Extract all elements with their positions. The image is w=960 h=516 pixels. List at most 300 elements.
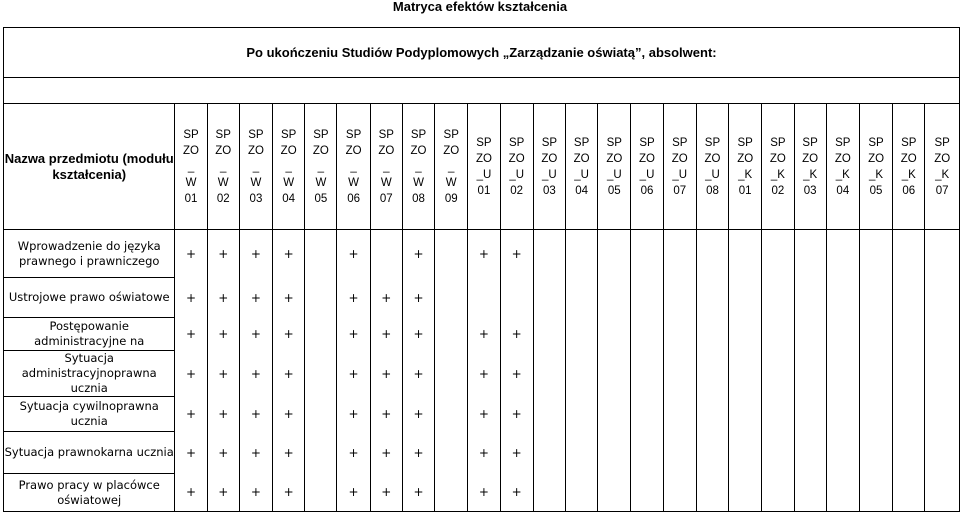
outcome-code-header [468,104,500,230]
empty-cell [893,432,925,474]
empty-cell [696,397,728,432]
outcome-code-part: _U [606,168,622,181]
empty-cell [826,351,859,397]
outcome-code-part: ZO [280,144,297,157]
outcome-code-part: _ [252,160,260,173]
outcome-mark: + [175,474,207,512]
outcome-code-part: ZO [215,144,232,157]
outcome-code-part: SP [606,136,622,149]
outcome-mark: + [370,432,402,474]
outcome-mark: + [500,397,533,432]
outcome-code-part: W [445,176,457,189]
outcome-mark: + [273,474,305,512]
outcome-code-part: SP [934,136,950,149]
outcome-mark: + [337,432,370,474]
outcome-code-part: W [413,176,424,189]
outcome-code-part: W [250,176,262,189]
empty-cell [598,230,631,278]
outcome-code-part: _ [448,160,455,173]
outcome-mark: + [337,318,370,351]
outcome-code-part: ZO [671,152,688,165]
empty-cell [925,318,960,351]
outcome-code-part: SP [183,128,199,141]
outcome-code-part: SP [868,136,884,149]
outcome-code-part: _ [285,160,292,173]
outcome-mark: + [273,230,305,278]
empty-cell [631,397,663,432]
empty-cell [696,474,728,512]
outcome-code-part: ZO [443,144,460,157]
outcome-code-header [402,104,434,230]
empty-cell [762,432,794,474]
outcome-mark: + [468,351,500,397]
outcome-code-part: ZO [606,152,623,165]
empty-cell [729,474,762,512]
outcome-mark: + [207,351,239,397]
outcome-mark: + [500,432,533,474]
outcome-code-part: _ [350,160,357,173]
subject-name: Postępowanie administracyjne na [4,318,175,351]
outcome-mark: + [239,474,272,512]
empty-cell [893,318,925,351]
empty-cell [533,432,565,474]
outcome-mark: + [402,397,434,432]
empty-cell [598,318,631,351]
empty-cell [696,351,728,397]
outcome-mark: + [175,318,207,351]
outcome-code-header [565,104,597,230]
outcome-mark: + [402,432,434,474]
outcome-code-header [762,104,794,230]
empty-cell [762,351,794,397]
outcome-code-part: SP [573,136,590,149]
outcome-mark: + [370,351,402,397]
outcome-code-part: ZO [345,144,362,157]
outcome-mark: + [273,318,305,351]
empty-cell [500,278,533,318]
empty-cell [762,318,794,351]
empty-cell [826,278,859,318]
outcome-code-part: _U [509,168,525,181]
empty-cell [729,230,762,278]
outcome-code-part: 03 [249,192,263,205]
outcome-code-header [435,104,468,230]
outcome-code-part: _U [672,168,688,181]
outcome-code-part: SP [835,136,851,149]
outcome-code-part: 07 [673,184,687,197]
outcome-mark: + [273,397,305,432]
outcome-code-part: SP [345,128,362,141]
empty-cell [729,318,762,351]
outcome-mark: + [402,318,434,351]
outcome-mark: + [175,432,207,474]
empty-cell [696,230,728,278]
empty-cell [305,318,337,351]
outcome-code-part: _ [317,160,325,173]
empty-cell [435,351,468,397]
outcome-mark: + [207,230,239,278]
empty-cell [696,278,728,318]
outcome-code-part: SP [802,136,818,149]
outcome-code-header [500,104,533,230]
outcome-code-header [175,104,207,230]
empty-cell [729,351,762,397]
outcome-code-header [598,104,631,230]
outcome-code-part: 06 [640,184,654,197]
outcome-code-part: 08 [706,184,719,197]
outcome-mark: + [468,397,500,432]
outcome-mark: + [468,230,500,278]
empty-cell [794,351,826,397]
empty-cell [794,230,826,278]
outcome-code-header [207,104,239,230]
outcome-mark: + [175,230,207,278]
outcome-code-part: _K [803,168,818,181]
empty-cell [435,230,468,278]
outcome-code-part: SP [901,136,917,149]
outcome-code-part: ZO [802,152,819,165]
empty-cell [762,397,794,432]
empty-cell [859,474,892,512]
empty-cell [893,230,925,278]
subject-name: Wprowadzenie do języka prawnego i prawniczego [4,230,175,278]
empty-cell [435,397,468,432]
outcome-code-part: 08 [412,192,425,205]
outcome-mark: + [337,230,370,278]
empty-cell [762,278,794,318]
outcome-code-part: _K [869,168,884,181]
empty-cell [533,397,565,432]
outcome-code-part: _U [705,168,720,181]
outcome-code-part: W [380,176,392,189]
outcome-code-part: ZO [183,144,200,157]
empty-cell [696,318,728,351]
outcome-mark: + [175,397,207,432]
outcome-code-header [696,104,728,230]
outcome-mark: + [207,397,239,432]
outcome-mark: + [239,397,272,432]
empty-cell [631,318,663,351]
empty-cell [631,230,663,278]
empty-cell [565,318,597,351]
empty-cell [826,230,859,278]
outcome-code-part: ZO [541,152,558,165]
outcomes-matrix [3,27,960,512]
empty-cell [631,278,663,318]
empty-cell [305,397,337,432]
matrix-row [4,474,960,512]
empty-cell [663,351,696,397]
empty-cell [762,474,794,512]
empty-cell [631,351,663,397]
outcome-code-part: 07 [935,184,949,197]
outcome-code-part: _ [383,160,390,173]
outcome-mark: + [337,474,370,512]
empty-cell [859,318,892,351]
outcome-mark: + [239,351,272,397]
outcome-code-part: _ [415,160,422,173]
outcome-code-part: SP [672,136,688,149]
empty-cell [696,432,728,474]
outcome-code-part: W [283,176,295,189]
empty-cell [565,397,597,432]
outcome-code-part: ZO [900,152,917,165]
outcome-code-header [305,104,337,230]
outcome-code-part: 06 [347,192,360,205]
outcome-code-part: ZO [769,152,786,165]
outcome-code-part: SP [476,136,492,149]
outcome-code-header [859,104,892,230]
outcome-mark: + [500,318,533,351]
empty-cell [925,278,960,318]
outcome-mark: + [500,351,533,397]
outcome-code-header [239,104,272,230]
empty-cell [729,397,762,432]
empty-cell [598,278,631,318]
outcome-code-part: SP [541,136,558,149]
empty-cell [533,278,565,318]
outcome-mark: + [207,474,239,512]
outcome-code-part: 01 [184,192,198,205]
empty-cell [859,278,892,318]
outcome-mark: + [239,432,272,474]
outcome-code-header [925,104,960,230]
outcome-code-part: SP [313,128,329,141]
outcome-code-part: SP [248,128,264,141]
outcome-code-part: _U [574,168,589,181]
outcome-code-header [826,104,859,230]
outcome-mark: + [468,474,500,512]
outcome-mark: + [370,278,402,318]
empty-cell [925,230,960,278]
empty-cell [794,474,826,512]
empty-cell [794,278,826,318]
empty-cell [663,397,696,432]
empty-cell [598,397,631,432]
empty-cell [893,397,925,432]
outcome-code-part: 04 [575,184,588,197]
empty-cell [826,318,859,351]
outcome-mark: + [273,432,305,474]
outcome-mark: + [370,318,402,351]
outcome-mark: + [468,432,500,474]
outcome-mark: + [175,351,207,397]
outcome-code-part: ZO [508,152,525,165]
outcome-mark: + [175,278,207,318]
empty-cell [925,432,960,474]
outcome-code-part: 04 [282,192,296,205]
empty-cell [565,351,597,397]
outcome-code-part: 03 [803,184,817,197]
empty-cell [663,474,696,512]
empty-cell [305,278,337,318]
outcome-code-part: 03 [542,184,556,197]
outcome-code-header [273,104,305,230]
empty-cell [826,397,859,432]
empty-cell [859,351,892,397]
outcome-code-part: ZO [704,152,721,165]
outcome-mark: + [239,278,272,318]
outcome-code-part: 01 [477,184,491,197]
outcome-code-part: SP [443,128,459,141]
empty-cell [631,474,663,512]
outcome-mark: + [239,230,272,278]
outcome-mark: + [370,397,402,432]
empty-cell [925,351,960,397]
matrix-row [4,351,960,397]
empty-cell [565,432,597,474]
empty-cell [370,230,402,278]
outcome-code-part: _ [187,160,195,173]
subject-name: Sytuacja cywilnoprawna ucznia [4,397,175,432]
outcome-code-header [337,104,370,230]
empty-cell [663,432,696,474]
outcome-code-part: W [217,176,229,189]
empty-cell [859,230,892,278]
empty-cell [925,397,960,432]
outcome-code-part: _U [639,168,655,181]
subject-column-header: Nazwa przedmiotu (modułu kształcenia) [4,104,175,230]
outcome-code-part: 02 [510,184,524,197]
outcome-code-part: ZO [737,152,754,165]
empty-cell [305,230,337,278]
outcome-code-header [370,104,402,230]
empty-cell [435,474,468,512]
empty-cell [435,432,468,474]
outcome-mark: + [207,278,239,318]
outcome-mark: + [500,474,533,512]
empty-cell [598,351,631,397]
outcome-code-part: SP [410,128,427,141]
matrix-row [4,318,960,351]
empty-cell [435,278,468,318]
matrix-row [4,278,960,318]
outcome-code-part: SP [215,128,231,141]
outcome-code-part: 05 [607,184,621,197]
outcome-code-header [729,104,762,230]
outcome-code-part: 02 [216,192,230,205]
outcome-code-part: ZO [247,144,264,157]
spacer-row [4,78,960,104]
outcome-code-part: ZO [934,152,951,165]
empty-cell [305,351,337,397]
outcome-code-part: ZO [312,144,329,157]
outcome-code-header [631,104,663,230]
outcome-code-part: ZO [639,152,656,165]
outcome-code-part: 05 [869,184,883,197]
outcome-mark: + [207,432,239,474]
outcome-code-part: 01 [738,184,752,197]
outcome-code-part: SP [639,136,655,149]
outcome-code-part: _U [542,168,557,181]
empty-cell [598,432,631,474]
outcome-code-part: _U [476,168,492,181]
outcome-mark: + [468,318,500,351]
outcome-code-part: SP [378,128,394,141]
empty-cell [663,278,696,318]
empty-cell [663,230,696,278]
outcome-mark: + [500,230,533,278]
outcome-code-part: ZO [573,152,590,165]
empty-cell [598,474,631,512]
outcome-mark: + [402,474,434,512]
empty-cell [925,474,960,512]
subject-name: Prawo pracy w placówce oświatowej [4,474,175,512]
empty-cell [859,397,892,432]
outcome-mark: + [402,278,434,318]
empty-cell [533,230,565,278]
outcome-code-part: ZO [868,152,885,165]
outcome-code-part: _K [835,168,850,181]
outcome-code-part: ZO [378,144,395,157]
empty-cell [565,278,597,318]
empty-cell [893,278,925,318]
outcome-code-part: SP [770,136,786,149]
outcome-code-part: _ [220,160,227,173]
outcome-code-part: ZO [410,144,427,157]
outcome-code-part: 05 [314,192,328,205]
subject-name: Ustrojowe prawo oświatowe [4,278,175,318]
empty-cell [893,474,925,512]
outcome-mark: + [273,278,305,318]
empty-cell [663,318,696,351]
outcome-code-part: SP [280,128,297,141]
outcome-mark: + [337,397,370,432]
empty-cell [305,432,337,474]
subject-name: Sytuacja administracyjnoprawna ucznia [4,351,175,397]
outcome-mark: + [239,318,272,351]
page-title: Matryca efektów kształcenia [392,0,568,14]
outcome-code-part: 07 [379,192,393,205]
outcome-code-part: SP [508,136,525,149]
empty-cell [826,432,859,474]
empty-cell [631,432,663,474]
outcome-mark: + [337,278,370,318]
empty-cell [533,351,565,397]
empty-cell [565,474,597,512]
outcome-mark: + [370,474,402,512]
outcome-code-header [893,104,925,230]
outcome-mark: + [402,351,434,397]
outcome-code-part: SP [737,136,753,149]
empty-cell [468,278,500,318]
empty-cell [305,474,337,512]
empty-cell [729,278,762,318]
outcome-code-part: SP [704,136,721,149]
matrix-row [4,432,960,474]
outcome-code-part: 09 [444,192,458,205]
outcome-code-part: ZO [475,152,492,165]
outcome-code-part: 04 [836,184,850,197]
matrix-subtitle: Po ukończeniu Studiów Podyplomowych „Zarządzanie oświatą”, absolwent: [4,28,960,78]
empty-cell [729,432,762,474]
outcome-mark: + [207,318,239,351]
outcome-mark: + [273,351,305,397]
outcome-code-part: W [348,176,360,189]
subject-name: Sytuacja prawnokarna ucznia [4,432,175,474]
matrix-row [4,397,960,432]
outcome-code-part: W [315,176,327,189]
empty-cell [893,351,925,397]
outcome-code-part: _K [770,168,785,181]
matrix-row [4,230,960,278]
outcome-code-part: _K [935,168,950,181]
outcome-code-header [533,104,565,230]
outcome-code-part: _K [901,168,916,181]
empty-cell [826,474,859,512]
empty-cell [794,318,826,351]
outcome-code-part: 02 [771,184,785,197]
